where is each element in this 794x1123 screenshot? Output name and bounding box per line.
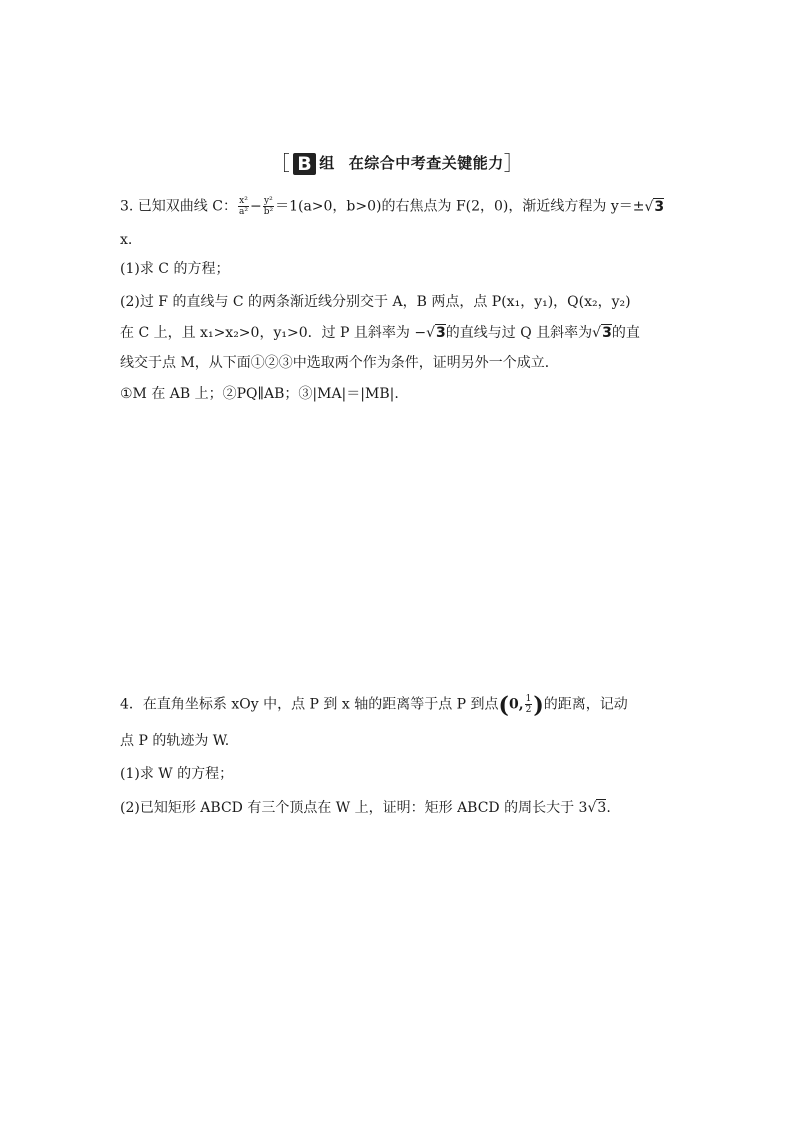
section-title-text: 在综合中考查关键能力: [348, 154, 504, 172]
q3-part2-line2: 在 C 上，且 x₁>x₂>0，y₁>0．过 P 且斜率为 −√3的直线与过 Q 且斜率为√3的直: [120, 325, 640, 341]
sqrt-icon: √3: [592, 325, 612, 341]
q3-line1: [120, 196, 664, 217]
group-badge: B: [293, 153, 316, 175]
q3-lead: 3. 已知双曲线 C：: [120, 198, 237, 215]
q4-part2: (2)已知矩形 ABCD 有三个顶点在 W 上，证明：矩形 ABCD 的周长大于 3√3.: [120, 800, 611, 816]
q4-part1: (1)求 W 的方程；: [120, 766, 234, 782]
sqrt-icon: √3: [426, 325, 446, 341]
q3-frac-x: $\frac{\text{x²}}{\text{a²}}$: [238, 196, 248, 217]
q4-line2: 点 P 的轨迹为 W.: [120, 733, 230, 749]
q3-eq-rest: ＝1(a>0，b>0)的右焦点为 F(2，0)，渐近线方程为 y＝±: [275, 198, 645, 215]
sqrt-icon: √3: [587, 800, 607, 816]
q3-part1: (1)求 C 的方程；: [120, 261, 230, 277]
q3-minus: −: [249, 198, 262, 215]
q3-part2-line3: 线交于点 M，从下面①②③中选取两个作为条件，证明另外一个成立．: [120, 355, 559, 371]
section-heading: [0, 151, 794, 175]
q4-line1: 4．在直角坐标系 xOy 中，点 P 到 x 轴的距离等于点 P 到点(0, $\frac{1}{2}$ )的距离，记动: [120, 692, 628, 719]
sqrt-icon: √3: [644, 198, 665, 215]
q3-line1-end: x.: [120, 232, 133, 248]
q4-frac-half: $\frac{1}{2}$: [525, 694, 532, 715]
left-paren-icon: (: [498, 692, 509, 719]
q3-conditions: ①M 在 AB 上；②PQ∥AB；③|MA|＝|MB|.: [120, 386, 399, 402]
q3-part2-line1: (2)过 F 的直线与 C 的两条渐近线分别交于 A，B 两点，点 P(x₁，y₁)，Q(x₂，y₂): [120, 294, 631, 310]
right-bracket: ］: [503, 151, 525, 175]
right-paren-icon: ): [533, 692, 544, 719]
q3-frac-y: $\frac{\text{y²}}{\text{b²}}$: [263, 196, 274, 217]
group-label: 组: [319, 154, 335, 172]
left-bracket: ［: [269, 151, 291, 175]
